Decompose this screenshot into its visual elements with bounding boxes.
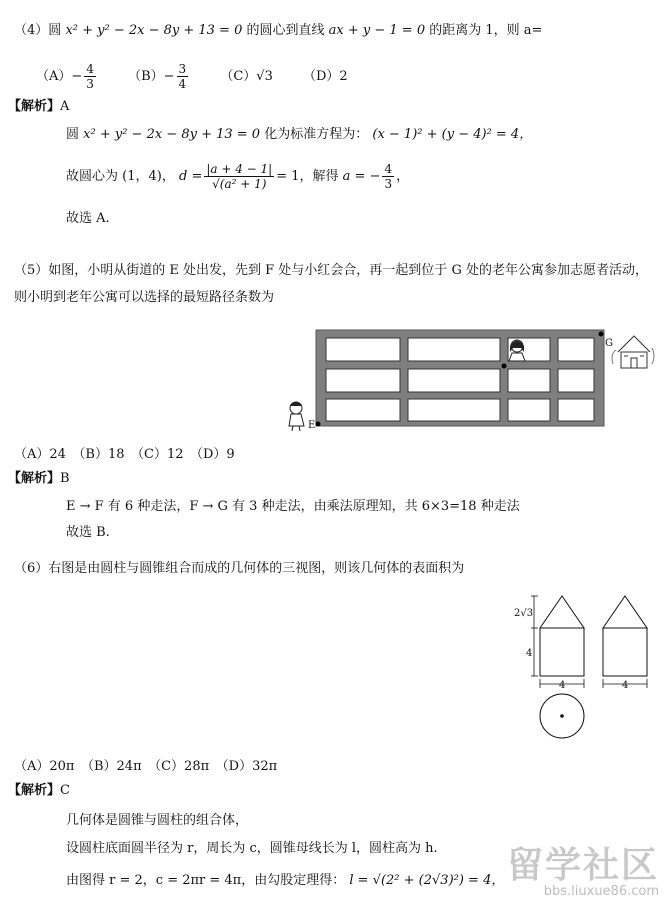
front-view-cylinder <box>540 628 584 676</box>
block <box>326 369 400 392</box>
cylinder-height-label: 4 <box>526 648 533 659</box>
q4-analysis-heading: 【解析】A <box>8 99 70 114</box>
q4-circle-equation: x² + y² − 2x − 8y + 13 = 0 <box>65 23 243 38</box>
q4-answer: A <box>60 99 70 114</box>
boy-figure-icon <box>289 402 304 431</box>
watermark-logo: 留学社区 <box>506 845 659 886</box>
q6-three-view-figure <box>510 592 660 742</box>
side-view-cylinder <box>603 628 647 676</box>
q4-number: （4） <box>14 23 49 38</box>
top-view-center <box>560 714 564 718</box>
block <box>508 369 550 392</box>
q4-solution-line-3: 故选 A. <box>66 211 110 226</box>
watermark-url: bbs.liuxue86.com <box>543 884 659 899</box>
q5-solution-line-1: E → F 有 6 种走法，F → G 有 3 种走法，由乘法原理知，共 6×3=18 种走法 <box>66 499 520 514</box>
q5-street-figure <box>280 324 660 434</box>
q6-options: （A）20π （B）24π （C）28π （D）32π <box>14 759 278 774</box>
side-view-cone <box>603 596 647 628</box>
q4-option-b: （B）− $\frac{3}{4}$ <box>128 62 187 91</box>
block <box>408 338 500 361</box>
q4-option-d: （D）2 <box>302 69 348 84</box>
block <box>408 399 500 421</box>
q5-stem-line-1: （5）如图，小明从街道的 E 处出发，先到 F 处与小红会合，再一起到位于 G 处的老年公寓参加志愿者活动， <box>14 263 648 278</box>
q6-answer: C <box>60 783 70 798</box>
q4-stem: （4）圆 x² + y² − 2x − 8y + 13 = 0 的圆心到直线 ax + y − 1 = 0 的距离为 1，则 a= <box>14 23 543 38</box>
q5-analysis-heading: 【解析】B <box>8 471 70 486</box>
q6-solution-line-2: 设圆柱底面圆半径为 r，周长为 c，圆锥母线长为 l，圆柱高为 h. <box>66 841 438 856</box>
block <box>326 399 400 421</box>
q5-options: （A）24 （B）18 （C）12 （D）9 <box>14 447 235 462</box>
q4-line-equation: ax + y − 1 = 0 <box>328 23 426 38</box>
point-f <box>502 364 507 369</box>
q4-options <box>36 62 374 92</box>
q4-solution-line-2: 故圆心为 (1，4)， d = $\frac{|a + 4 - 1|}{\text{√(a² + 1)}}$ = 1，解得 a = − $\frac{4}{3}$ ， <box>66 162 410 191</box>
point-e <box>316 422 321 427</box>
watermark <box>506 845 659 899</box>
block <box>558 338 594 361</box>
q6-stem: （6）右图是由圆柱与圆锥组合而成的几何体的三视图，则该几何体的表面积为 <box>14 561 465 576</box>
point-g <box>599 332 604 337</box>
cone-height-label: 2√3 <box>514 608 534 619</box>
q5-stem-line-2: 则小明到老年公寓可以选择的最短路径条数为 <box>14 290 275 305</box>
front-width-label: 4 <box>559 680 566 691</box>
block <box>558 399 594 421</box>
q4-option-c: （C）√3 <box>220 69 273 84</box>
q5-answer: B <box>60 471 70 486</box>
house-icon <box>612 336 654 368</box>
block <box>408 369 500 392</box>
block <box>326 338 400 361</box>
q4-option-a: （A）− $\frac{4}{3}$ <box>36 62 94 91</box>
q6-solution-line-3: 由图得 r = 2，c = 2πr = 4π，由勾股定理得： l = √(2² + (2√3)²) = 4， <box>66 873 505 888</box>
label-g: G <box>605 338 613 349</box>
block <box>508 399 550 421</box>
front-view-cone <box>540 596 584 628</box>
q5-solution-line-2: 故选 B. <box>66 525 110 540</box>
side-width-label: 4 <box>622 680 629 691</box>
q6-solution-line-1: 几何体是圆锥与圆柱的组合体， <box>66 813 249 828</box>
q4-solution-line-1: 圆 x² + y² − 2x − 8y + 13 = 0 化为标准方程为： (x − 1)² + (y − 4)² = 4， <box>66 127 533 142</box>
block <box>558 369 594 392</box>
q6-analysis-heading: 【解析】C <box>8 783 70 798</box>
label-e: E <box>308 420 316 431</box>
